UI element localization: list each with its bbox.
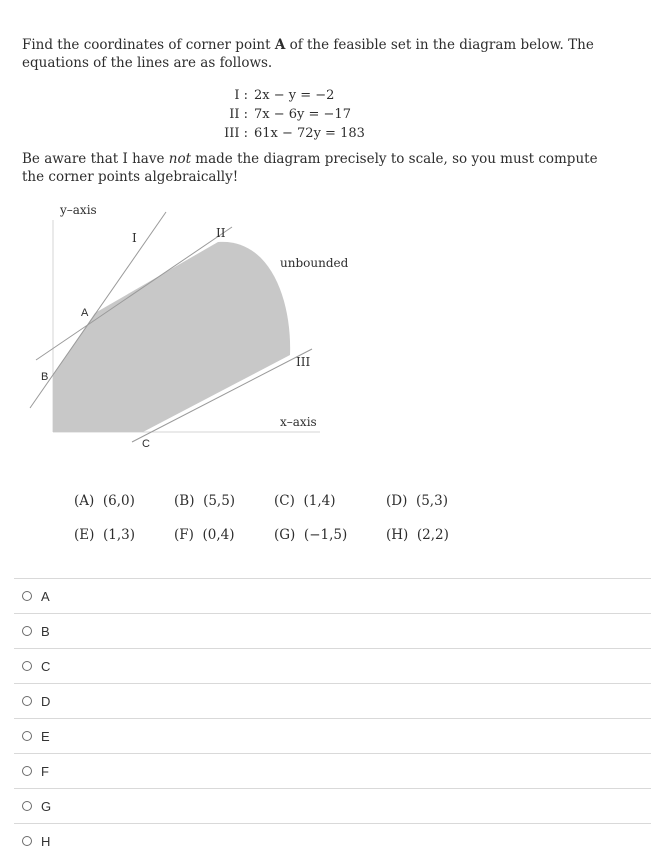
equation-label: I :	[234, 88, 248, 103]
equation-expr: 61x − 72y = 183	[254, 126, 365, 141]
option-label: E	[41, 728, 50, 744]
choice-row	[74, 518, 486, 552]
warning-line-1	[22, 150, 642, 168]
radio-button[interactable]	[22, 766, 32, 776]
question-line-2: equations of the lines are as follows.	[22, 55, 273, 71]
radio-button[interactable]	[22, 731, 32, 741]
choice-row	[74, 484, 486, 518]
option-label: A	[41, 588, 50, 604]
x-axis-label: x–axis	[280, 415, 317, 429]
choice-item: (D) (5,3)	[386, 493, 448, 509]
answer-choices	[74, 484, 486, 552]
point-a-label: A	[81, 307, 89, 319]
choice-item: (C) (1,4)	[274, 493, 336, 509]
option-label: B	[41, 623, 50, 639]
radio-button[interactable]	[22, 696, 32, 706]
point-c-label: C	[142, 438, 150, 450]
radio-button[interactable]	[22, 626, 32, 636]
line-i-label: I	[132, 231, 137, 245]
feasible-set-diagram	[20, 200, 360, 460]
line-ii-label: II	[216, 226, 226, 240]
choice-item: (B) (5,5)	[174, 493, 236, 509]
option-f[interactable]	[14, 753, 651, 788]
question-point-label: A	[274, 37, 286, 53]
option-c[interactable]	[14, 648, 651, 683]
option-label: D	[41, 693, 51, 709]
option-h[interactable]	[14, 823, 651, 858]
equation-expr: 7x − 6y = −17	[254, 107, 351, 122]
warning-text	[22, 150, 642, 186]
feasible-region	[53, 242, 290, 432]
y-axis-label: y–axis	[60, 203, 97, 217]
warning-emphasis: not	[168, 151, 191, 167]
option-label: C	[41, 658, 51, 674]
equation-row	[214, 124, 365, 143]
choice-item: (E) (1,3)	[74, 527, 135, 543]
question-intro-b: of the feasible set in the diagram below. The	[285, 37, 594, 53]
choice-item: (A) (6,0)	[74, 493, 135, 509]
radio-button[interactable]	[22, 801, 32, 811]
region-label: unbounded	[280, 256, 349, 270]
equation-label: III :	[224, 126, 248, 141]
option-g[interactable]	[14, 788, 651, 823]
radio-button[interactable]	[22, 836, 32, 846]
warning-line-2: the corner points algebraically!	[22, 169, 239, 185]
equation-label: II :	[229, 107, 248, 122]
warning-b: made the diagram precisely to scale, so you must compute	[191, 151, 598, 167]
question-intro-a: Find the coordinates of corner point	[22, 37, 275, 53]
option-label: F	[41, 763, 49, 779]
choice-item: (G) (−1,5)	[274, 527, 348, 543]
point-b-label: B	[41, 371, 49, 383]
option-d[interactable]	[14, 683, 651, 718]
option-e[interactable]	[14, 718, 651, 753]
choice-item: (H) (2,2)	[386, 527, 449, 543]
option-a[interactable]	[14, 578, 651, 613]
question-line-1	[22, 36, 642, 54]
option-label: H	[41, 833, 51, 849]
line-iii-label: III	[296, 355, 311, 369]
equations-block	[214, 86, 365, 143]
question-text	[22, 36, 642, 72]
answer-options	[14, 578, 651, 858]
equation-row	[214, 105, 365, 124]
equation-row	[214, 86, 365, 105]
option-label: G	[41, 798, 52, 814]
warning-a: Be aware that I have	[22, 151, 169, 167]
choice-item: (F) (0,4)	[174, 527, 235, 543]
radio-button[interactable]	[22, 591, 32, 601]
option-b[interactable]	[14, 613, 651, 648]
equation-expr: 2x − y = −2	[254, 88, 335, 103]
radio-button[interactable]	[22, 661, 32, 671]
